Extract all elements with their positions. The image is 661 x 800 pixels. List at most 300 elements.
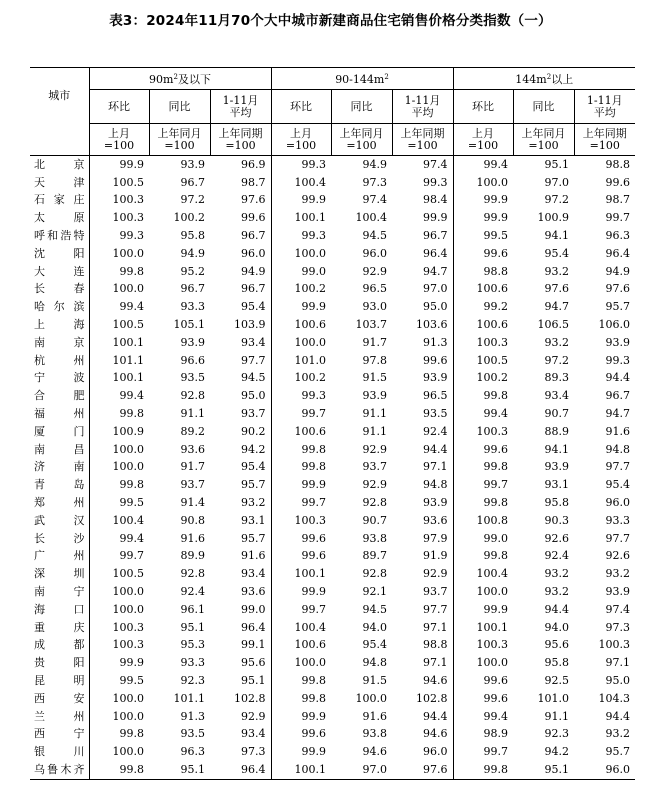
value-cell: 92.3 (180, 674, 205, 687)
value-cell: 98.8 (423, 638, 448, 652)
value-cell: 100.3 (453, 423, 513, 441)
value-cell: 99.9 (453, 209, 513, 227)
base-header: 上年同月 =100 (513, 124, 574, 156)
header-row-groups (30, 68, 635, 90)
value-cell: 89.3 (544, 371, 569, 385)
table-row (30, 601, 635, 619)
value-cell: 92.9 (362, 478, 387, 492)
value-cell: 93.2 (544, 335, 569, 349)
value-cell: 99.9 (271, 743, 331, 761)
value-cell: 95.8 (544, 656, 569, 670)
city-column-header: 城市 (30, 68, 89, 124)
value-cell: 93.4 (241, 727, 266, 741)
value-cell: 91.6 (605, 424, 630, 438)
value-cell: 95.1 (149, 761, 210, 779)
base-header: 上年同期 =100 (392, 124, 453, 156)
value-cell: 94.7 (544, 300, 569, 314)
value-cell: 99.9 (271, 476, 331, 494)
value-cell: 99.3 (423, 175, 448, 189)
value-cell: 93.2 (605, 727, 630, 741)
value-cell: 94.9 (241, 264, 266, 278)
city-cell: 济南 (34, 460, 85, 474)
value-cell: 106.5 (537, 318, 569, 332)
header-row-bases (30, 124, 635, 156)
value-cell: 94.1 (544, 229, 569, 243)
base-header: 上年同月 =100 (331, 124, 392, 156)
value-cell: 92.1 (362, 585, 387, 599)
value-cell: 99.8 (271, 690, 331, 708)
value-cell: 91.6 (362, 709, 387, 723)
value-cell: 93.5 (180, 371, 205, 385)
value-cell: 100.0 (271, 654, 331, 672)
value-cell: 100.6 (271, 637, 331, 655)
city-header-spacer (30, 124, 89, 156)
city-cell: 重庆 (34, 620, 85, 634)
value-cell: 93.1 (544, 478, 569, 492)
value-cell: 100.1 (271, 209, 331, 227)
header-row-subcols (30, 90, 635, 124)
value-cell: 95.2 (180, 264, 205, 278)
page-title: 表3：2024年11月70个大中城市新建商品住宅销售价格分类指数（一） (109, 13, 552, 29)
value-cell: 100.6 (271, 423, 331, 441)
value-cell: 97.4 (605, 602, 630, 616)
value-cell: 100.3 (453, 637, 513, 655)
value-cell: 96.3 (180, 745, 205, 759)
subcol-header: 环比 (89, 90, 149, 124)
value-cell: 101.0 (537, 691, 569, 705)
value-cell: 91.4 (180, 496, 205, 510)
value-cell: 100.6 (453, 281, 513, 299)
value-cell: 97.0 (544, 175, 569, 189)
table-row (30, 690, 635, 708)
value-cell: 91.9 (423, 549, 448, 563)
value-cell: 99.6 (423, 353, 448, 367)
value-cell: 99.4 (89, 387, 149, 405)
value-cell: 94.6 (423, 727, 448, 741)
value-cell: 96.7 (180, 175, 205, 189)
table-row (30, 637, 635, 655)
value-cell: 95.4 (241, 300, 266, 314)
value-cell: 93.9 (423, 371, 448, 385)
value-cell: 95.0 (241, 389, 266, 403)
value-cell: 94.0 (362, 620, 387, 634)
value-cell: 94.4 (605, 371, 630, 385)
value-cell: 99.8 (89, 476, 149, 494)
value-cell: 97.2 (180, 193, 205, 207)
value-cell: 99.6 (271, 548, 331, 566)
table-row (30, 281, 635, 299)
city-cell: 武汉 (34, 513, 85, 527)
value-cell: 94.5 (362, 602, 387, 616)
value-cell: 95.4 (605, 478, 630, 492)
table-row (30, 530, 635, 548)
group-label-sup: 2 (546, 73, 552, 81)
value-cell: 89.7 (362, 549, 387, 563)
value-cell: 92.9 (362, 442, 387, 456)
value-cell: 100.0 (89, 441, 149, 459)
city-cell: 西安 (34, 691, 85, 705)
value-cell: 100.9 (89, 423, 149, 441)
value-cell: 99.6 (605, 175, 630, 189)
table-row (30, 405, 635, 423)
table-row (30, 192, 635, 210)
value-cell: 99.7 (453, 743, 513, 761)
value-cell: 99.7 (271, 494, 331, 512)
value-cell: 96.5 (423, 389, 448, 403)
value-cell: 94.9 (605, 264, 630, 278)
city-cell: 郑州 (34, 496, 85, 510)
value-cell: 92.3 (544, 727, 569, 741)
value-cell: 89.2 (180, 424, 205, 438)
value-cell: 93.2 (544, 264, 569, 278)
value-cell: 99.5 (453, 227, 513, 245)
table-row (30, 708, 635, 726)
value-cell: 101.0 (271, 352, 331, 370)
city-cell: 厦门 (34, 424, 85, 438)
value-cell: 97.6 (605, 282, 630, 296)
value-cell: 95.8 (544, 496, 569, 510)
value-cell: 99.4 (89, 530, 149, 548)
table-row (30, 512, 635, 530)
value-cell: 93.9 (605, 335, 630, 349)
value-cell: 92.4 (180, 585, 205, 599)
value-cell: 95.4 (362, 638, 387, 652)
value-cell: 101.1 (173, 691, 205, 705)
value-cell: 96.1 (180, 602, 205, 616)
value-cell: 100.8 (453, 512, 513, 530)
value-cell: 93.4 (241, 335, 266, 349)
value-cell: 99.6 (271, 726, 331, 744)
value-cell: 98.8 (605, 157, 630, 171)
value-cell: 94.8 (423, 478, 448, 492)
value-cell: 92.8 (362, 567, 387, 581)
city-cell: 深圳 (34, 567, 85, 581)
value-cell: 97.1 (605, 656, 630, 670)
value-cell: 94.2 (544, 745, 569, 759)
value-cell: 102.8 (234, 691, 266, 705)
value-cell: 100.0 (453, 654, 513, 672)
value-cell: 99.8 (271, 459, 331, 477)
value-cell: 99.7 (605, 211, 630, 225)
value-cell: 95.1 (180, 620, 205, 634)
value-cell: 96.4 (605, 246, 630, 260)
city-cell: 广州 (34, 549, 85, 563)
value-cell: 99.0 (453, 530, 513, 548)
value-cell: 94.5 (362, 229, 387, 243)
table-row (30, 761, 635, 779)
value-cell: 99.9 (89, 156, 149, 174)
value-cell: 91.1 (544, 709, 569, 723)
group-header-medium (271, 68, 453, 90)
value-cell: 99.5 (89, 494, 149, 512)
value-cell: 99.3 (89, 227, 149, 245)
value-cell: 100.3 (89, 637, 149, 655)
value-cell: 93.8 (362, 727, 387, 741)
value-cell: 94.9 (362, 157, 387, 171)
value-cell: 96.0 (574, 761, 635, 779)
value-cell: 105.1 (173, 318, 205, 332)
value-cell: 98.9 (453, 726, 513, 744)
value-cell: 103.7 (355, 318, 387, 332)
group-header-large (453, 68, 635, 90)
value-cell: 99.8 (89, 726, 149, 744)
value-cell: 94.4 (605, 709, 630, 723)
value-cell: 94.0 (544, 620, 569, 634)
value-cell: 99.6 (453, 245, 513, 263)
value-cell: 99.8 (453, 459, 513, 477)
group-label: 90m (149, 73, 174, 86)
table-row (30, 726, 635, 744)
table-row (30, 494, 635, 512)
value-cell: 93.9 (605, 585, 630, 599)
table-row (30, 619, 635, 637)
value-cell: 95.7 (241, 478, 266, 492)
value-cell: 100.5 (89, 174, 149, 192)
value-cell: 100.3 (453, 334, 513, 352)
value-cell: 97.1 (423, 656, 448, 670)
value-cell: 99.4 (453, 156, 513, 174)
value-cell: 97.3 (362, 175, 387, 189)
city-cell: 南京 (34, 335, 85, 349)
table-row (30, 548, 635, 566)
value-cell: 93.4 (241, 567, 266, 581)
value-cell: 94.9 (180, 246, 205, 260)
city-cell: 长春 (34, 282, 85, 296)
value-cell: 98.7 (605, 193, 630, 207)
value-cell: 93.9 (423, 496, 448, 510)
table-row (30, 423, 635, 441)
value-cell: 106.0 (598, 318, 630, 332)
value-cell: 100.3 (89, 209, 149, 227)
value-cell: 91.1 (362, 424, 387, 438)
value-cell: 99.7 (271, 405, 331, 423)
value-cell: 92.6 (544, 531, 569, 545)
city-cell: 杭州 (34, 353, 85, 367)
value-cell: 99.7 (453, 476, 513, 494)
value-cell: 92.4 (423, 424, 448, 438)
value-cell: 91.1 (180, 407, 205, 421)
value-cell: 95.6 (544, 638, 569, 652)
value-cell: 100.4 (89, 512, 149, 530)
value-cell: 100.9 (537, 211, 569, 225)
city-cell: 青岛 (34, 478, 85, 492)
table-row (30, 352, 635, 370)
base-header: 上月 =100 (89, 124, 149, 156)
value-cell: 89.9 (180, 549, 205, 563)
value-cell: 92.9 (423, 567, 448, 581)
city-cell: 昆明 (34, 674, 85, 687)
city-cell: 银川 (34, 745, 85, 759)
value-cell: 90.3 (544, 513, 569, 527)
value-cell: 100.0 (89, 583, 149, 601)
value-cell: 90.8 (180, 513, 205, 527)
city-cell: 上海 (34, 318, 85, 332)
table-row (30, 654, 635, 672)
value-cell: 100.1 (89, 370, 149, 388)
value-cell: 96.9 (241, 157, 266, 171)
city-cell: 合肥 (34, 389, 85, 403)
value-cell: 97.2 (544, 193, 569, 207)
value-cell: 97.1 (423, 620, 448, 634)
value-cell: 100.0 (89, 743, 149, 761)
city-cell: 宁波 (34, 371, 85, 385)
value-cell: 94.4 (423, 709, 448, 723)
value-cell: 94.7 (605, 407, 630, 421)
value-cell: 92.9 (362, 264, 387, 278)
subcol-header: 同比 (513, 90, 574, 124)
value-cell: 92.8 (180, 389, 205, 403)
value-cell: 96.7 (423, 229, 448, 243)
value-cell: 91.1 (362, 407, 387, 421)
value-cell: 99.9 (271, 192, 331, 210)
value-cell: 97.7 (241, 353, 266, 367)
value-cell: 99.1 (241, 638, 266, 652)
value-cell: 100.0 (453, 583, 513, 601)
value-cell: 93.3 (180, 300, 205, 314)
value-cell: 99.6 (241, 211, 266, 225)
value-cell: 93.1 (241, 513, 266, 527)
table-row (30, 459, 635, 477)
city-cell: 南宁 (34, 585, 85, 599)
value-cell: 97.3 (605, 620, 630, 634)
value-cell: 101.1 (89, 352, 149, 370)
table-row (30, 583, 635, 601)
value-cell: 91.7 (362, 335, 387, 349)
value-cell: 96.0 (605, 496, 630, 510)
value-cell: 100.0 (89, 601, 149, 619)
value-cell: 100.0 (89, 690, 149, 708)
table-row (30, 209, 635, 227)
value-cell: 94.2 (241, 442, 266, 456)
value-cell: 100.0 (271, 245, 331, 263)
subcol-header: 同比 (331, 90, 392, 124)
value-cell: 96.0 (241, 246, 266, 260)
value-cell: 95.3 (180, 638, 205, 652)
value-cell: 93.0 (362, 300, 387, 314)
value-cell: 94.7 (423, 264, 448, 278)
value-cell: 93.3 (605, 513, 630, 527)
value-cell: 94.6 (423, 674, 448, 687)
value-cell: 99.7 (271, 601, 331, 619)
value-cell: 96.4 (241, 620, 266, 634)
value-cell: 99.0 (271, 263, 331, 281)
value-cell: 98.4 (423, 193, 448, 207)
value-cell: 97.6 (392, 761, 453, 779)
value-cell: 91.3 (423, 335, 448, 349)
value-cell: 99.8 (271, 672, 331, 690)
table-row (30, 441, 635, 459)
value-cell: 94.4 (544, 602, 569, 616)
value-cell: 96.4 (210, 761, 271, 779)
value-cell: 100.6 (453, 316, 513, 334)
group-label-suffix: 以上 (551, 73, 574, 86)
value-cell: 100.3 (89, 619, 149, 637)
city-cell: 石家庄 (34, 193, 85, 207)
city-cell: 南昌 (34, 442, 85, 456)
value-cell: 100.5 (89, 565, 149, 583)
value-cell: 97.6 (241, 193, 266, 207)
value-cell: 100.5 (89, 316, 149, 334)
value-cell: 96.0 (423, 745, 448, 759)
value-cell: 97.0 (423, 282, 448, 296)
value-cell: 100.0 (89, 245, 149, 263)
value-cell: 100.3 (598, 638, 630, 652)
city-cell: 西宁 (34, 727, 85, 741)
value-cell: 92.9 (241, 709, 266, 723)
city-cell: 兰州 (34, 709, 85, 723)
value-cell: 100.4 (355, 211, 387, 225)
value-cell: 99.8 (453, 494, 513, 512)
value-cell: 97.8 (362, 353, 387, 367)
base-header: 上年同期 =100 (574, 124, 635, 156)
value-cell: 100.5 (453, 352, 513, 370)
city-cell: 哈尔滨 (34, 300, 85, 314)
city-cell: 太原 (34, 211, 85, 225)
city-cell: 大连 (34, 264, 85, 278)
group-label: 90-144m (335, 73, 385, 86)
value-cell: 99.8 (453, 387, 513, 405)
value-cell: 100.1 (271, 761, 331, 779)
value-cell: 100.2 (271, 370, 331, 388)
subcol-header: 同比 (149, 90, 210, 124)
value-cell: 97.7 (423, 602, 448, 616)
value-cell: 93.6 (180, 442, 205, 456)
subcol-header: 1-11月 平均 (392, 90, 453, 124)
value-cell: 95.6 (241, 656, 266, 670)
city-cell: 沈阳 (34, 246, 85, 260)
subcol-header: 1-11月 平均 (210, 90, 271, 124)
value-cell: 95.1 (513, 761, 574, 779)
table-row (30, 298, 635, 316)
value-cell: 93.2 (241, 496, 266, 510)
value-cell: 93.5 (180, 727, 205, 741)
value-cell: 93.9 (544, 460, 569, 474)
value-cell: 100.1 (271, 565, 331, 583)
table-row (30, 316, 635, 334)
value-cell: 93.9 (362, 389, 387, 403)
base-header: 上月 =100 (453, 124, 513, 156)
value-cell: 99.9 (271, 708, 331, 726)
city-cell: 乌鲁木齐 (30, 761, 89, 779)
group-label: 144m (515, 73, 547, 86)
value-cell: 93.7 (423, 585, 448, 599)
group-header-small (89, 68, 271, 90)
value-cell: 99.9 (89, 654, 149, 672)
value-cell: 100.0 (89, 459, 149, 477)
value-cell: 93.7 (362, 460, 387, 474)
group-label-suffix: 及以下 (177, 73, 211, 86)
value-cell: 96.7 (241, 229, 266, 243)
table-row (30, 476, 635, 494)
value-cell: 90.2 (241, 424, 266, 438)
value-cell: 94.8 (362, 656, 387, 670)
value-cell: 95.4 (241, 460, 266, 474)
table-row (30, 263, 635, 281)
value-cell: 100.2 (453, 370, 513, 388)
value-cell: 100.4 (271, 174, 331, 192)
value-cell: 90.7 (362, 513, 387, 527)
value-cell: 99.6 (271, 530, 331, 548)
base-header: 上年同月 =100 (149, 124, 210, 156)
base-header: 上月 =100 (271, 124, 331, 156)
subcol-header: 环比 (271, 90, 331, 124)
value-cell: 95.0 (605, 674, 630, 687)
value-cell: 91.7 (180, 460, 205, 474)
city-cell: 天津 (34, 175, 85, 189)
value-cell: 95.7 (605, 300, 630, 314)
value-cell: 95.4 (544, 246, 569, 260)
value-cell: 93.5 (423, 407, 448, 421)
